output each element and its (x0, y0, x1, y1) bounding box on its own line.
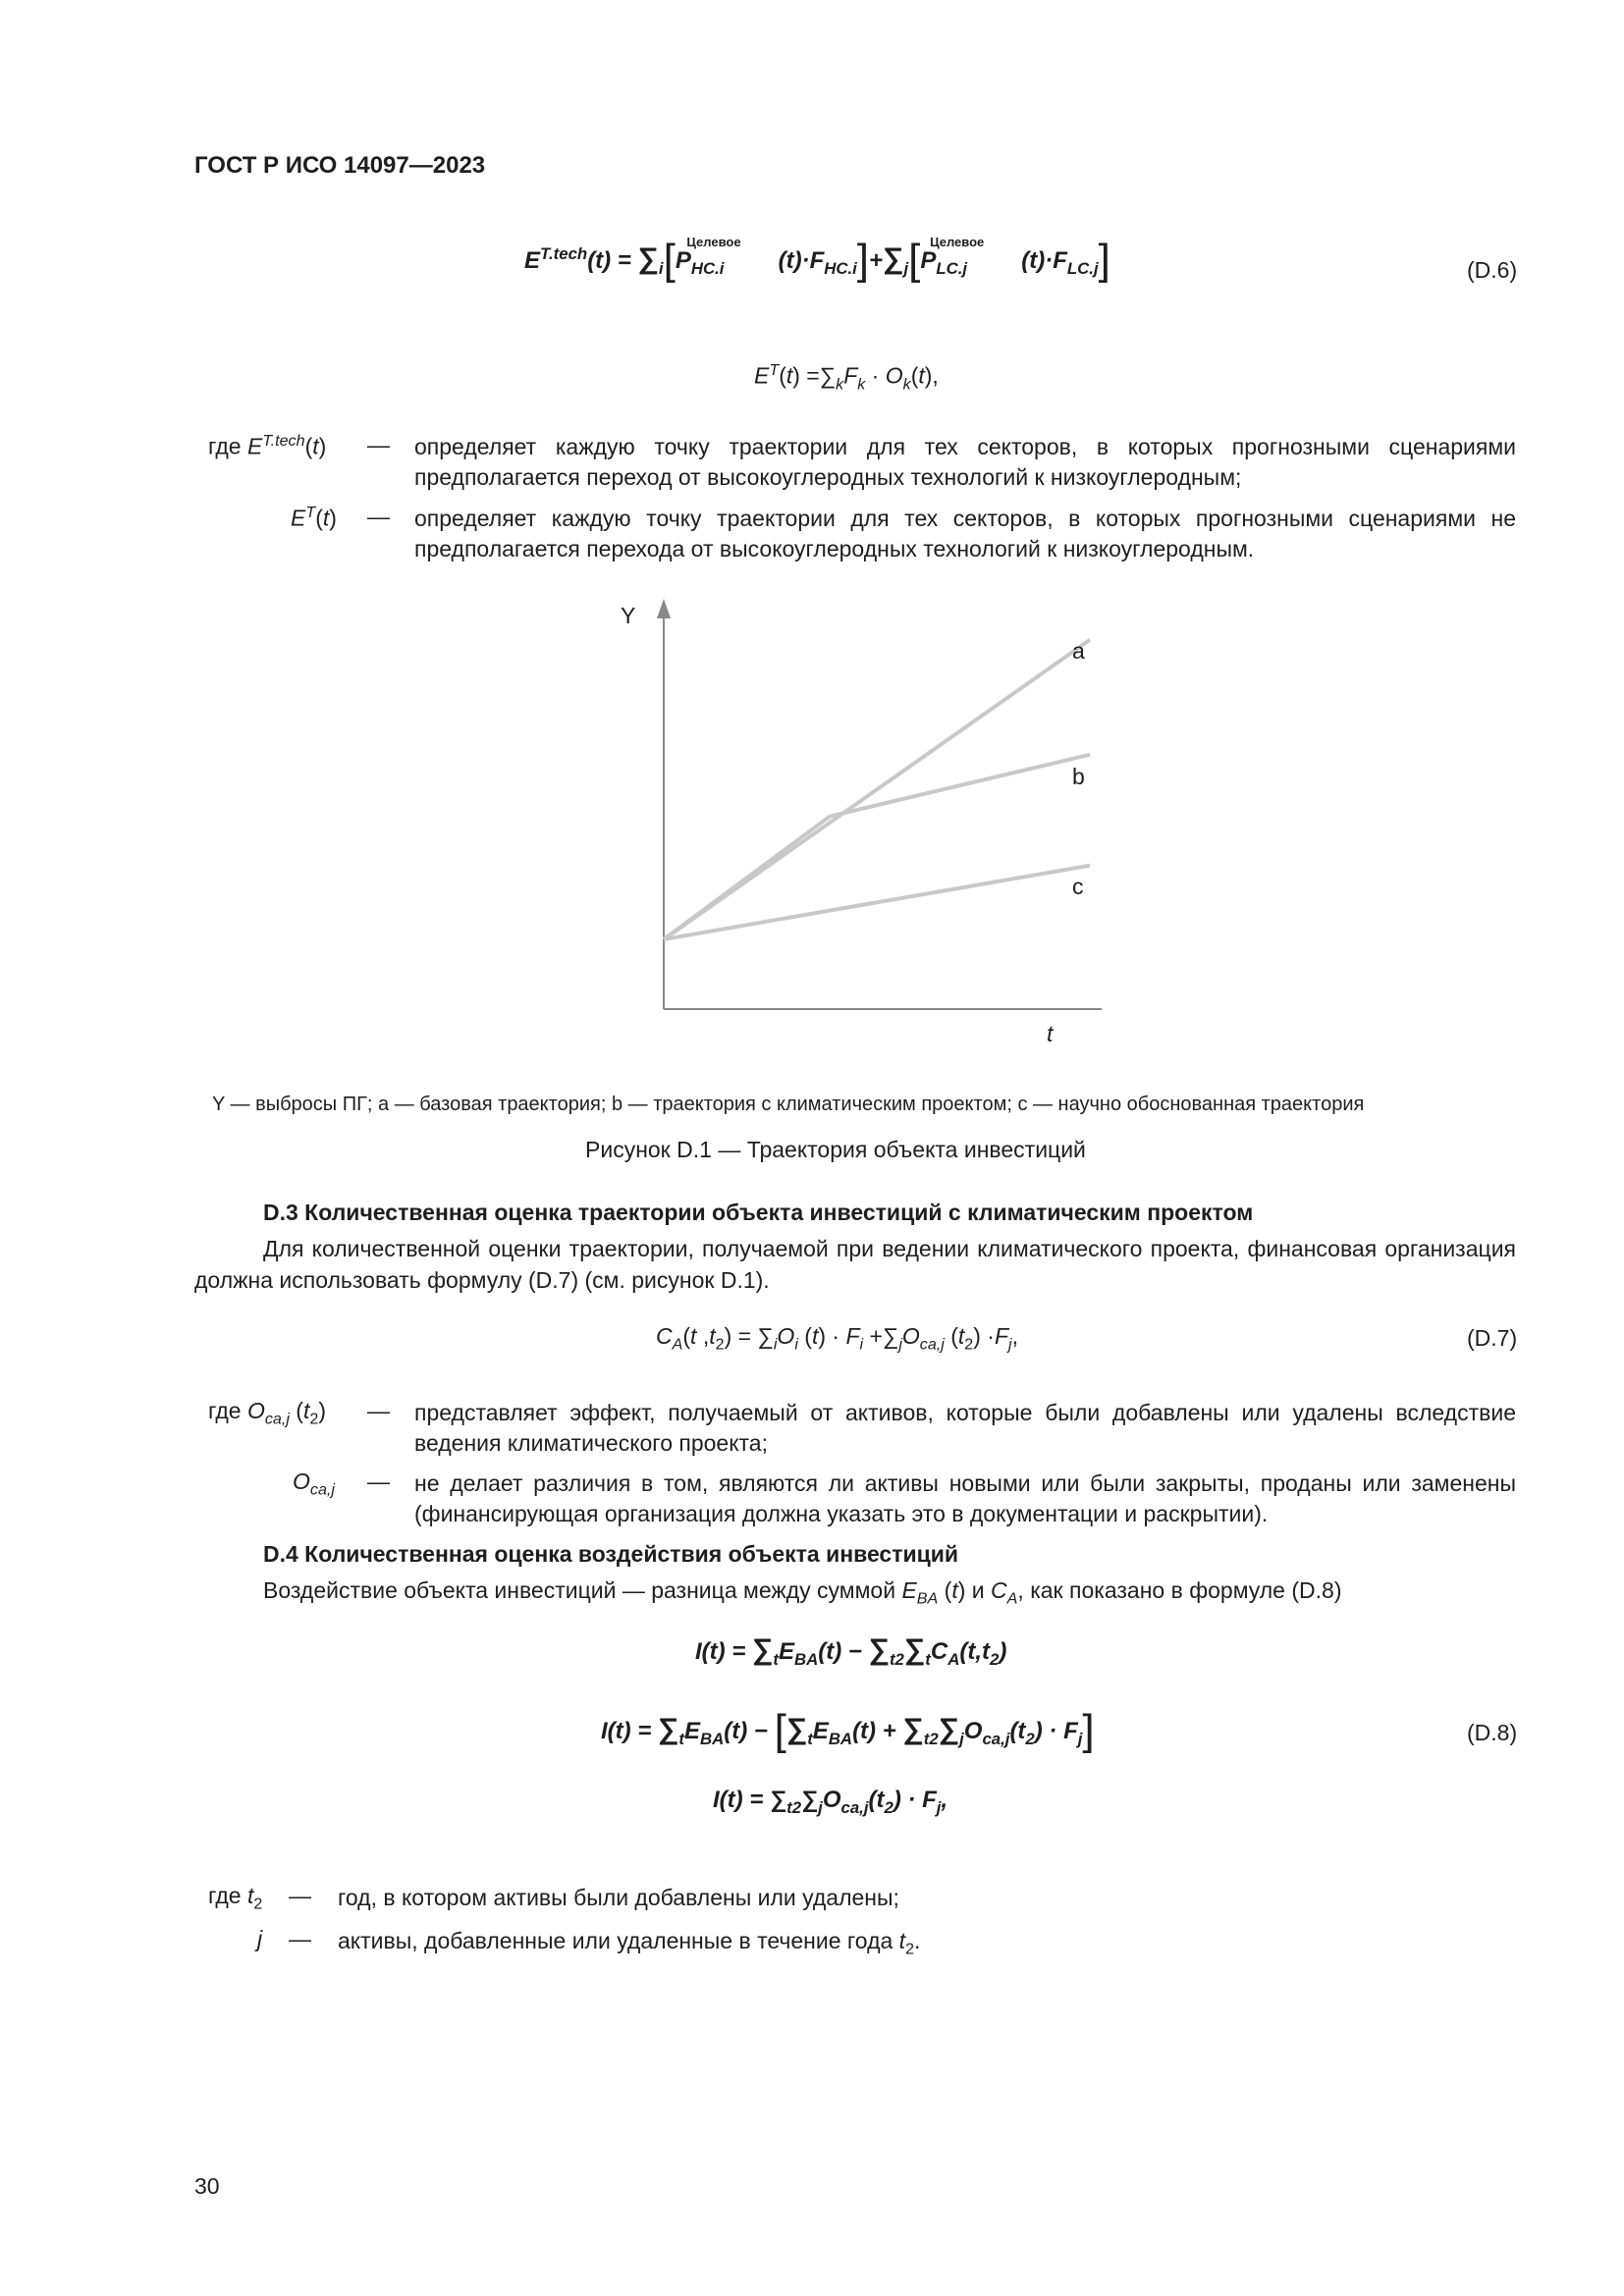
equation-d8-number: (D.8) (1467, 1720, 1518, 1745)
def1-text: определяет каждую точку траектории для тех секторов, в которых прогнозными сценариями предполагается переход от высокоуглеродных технологий к низкоуглеродным; (414, 434, 1516, 490)
equation-et: $E^T(t) =\sum_kF_k \cdot O_k(t)$, (754, 361, 939, 394)
def4-text: не делает различия в том, являются ли активы новыми или были закрыты, проданы или заменены (финансирующая организация должна указать это в документации и раскрытии). (414, 1470, 1516, 1526)
page-number: 30 (194, 2173, 220, 2199)
equation-d6: $E^{T.tech}(t) = \sum_i[P_{HC.i}^{Целевое}(t)\cdot F_{HC.i}]+\sum_j[P_{LC.j}^{Целевое}(t)\cdot F_{LC.j}]$ (524, 235, 1110, 284)
def6-term: j (257, 1926, 263, 1951)
def2-term: $E^T(t)$ (291, 504, 337, 531)
figure-caption: Y — выбросы ПГ; a — базовая траектория; b — траектория с климатическим проектом; c — научно обоснованная траектория (212, 1094, 1365, 1115)
def2-text: определяет каждую точку траектории для тех секторов, в которых прогнозными сценариями не предполагается перехода от высокоуглеродных технологий к низкоуглеродным. (414, 506, 1516, 561)
def1-dash: — (367, 432, 390, 457)
def3-text: представляет эффект, получаемый от активов, которые были добавлены или удалены вследствие ведения климатического проекта; (414, 1400, 1516, 1456)
def5-text: год, в котором активы были добавлены или удалены; (338, 1885, 899, 1910)
equation-d8-line1: $I(t) = \sum_tE_{BA}(t) - \sum_{t2}\sum_tC_A(t,t_2)$ (695, 1633, 1007, 1669)
section-d4-paragraph: Воздействие объекта инвестиций — разница между суммой $E_{BA}$ (t) и $C_A$, как показано в формуле (D.8) (263, 1577, 1342, 1608)
trajectory-chart (589, 589, 1139, 1060)
def6-dash: — (289, 1926, 311, 1951)
y-axis-arrow (657, 599, 671, 618)
line-label-c: c (1072, 874, 1084, 899)
equation-d7: $C_A(t$ $,t_2) = \sum_iO_i$ $(t) \cdot F_i +\sum_jO_{ca,j}$ $(t_2) \cdot F_j$, (656, 1323, 1018, 1354)
def1-term: где $E^{T.tech}(t)$ (208, 432, 327, 459)
equation-d8-line2: $I(t) = \sum_tE_{BA}(t) - [\sum_tE_{BA}(t) + \sum_{t2}\sum_jO_{ca,j}(t_2) \cdot F_j]$ (601, 1706, 1095, 1754)
y-axis-label: Y (621, 603, 636, 628)
section-d4-heading: D.4 Количественная оценка воздействия объекта инвестиций (263, 1541, 959, 1567)
def3-term: где $O_{ca,j}$ $(t_2)$ (208, 1398, 326, 1428)
line-label-b: b (1072, 764, 1085, 789)
def3-dash: — (367, 1398, 390, 1423)
section-d3-paragraph: Для количественной оценки траектории, получаемой при ведении климатического проекта, финансовая организация должна использовать формулу (D.7) (см. рисунок D.1). (194, 1236, 1516, 1293)
def4-term: $O_{ca,j}$ (293, 1468, 335, 1499)
document-header: ГОСТ Р ИСО 14097—2023 (194, 152, 486, 179)
def5-term: где $t_2$ (208, 1883, 263, 1913)
equation-d7-number: (D.7) (1467, 1325, 1518, 1351)
series-line-b (664, 755, 1090, 939)
def4-dash: — (367, 1468, 390, 1494)
equation-d8-line3: $I(t) = \sum_{t2}\sum_jO_{ca,j}(t_2) \cdot F_j$, (713, 1787, 948, 1817)
x-axis-label: t (1047, 1021, 1054, 1046)
figure-title: Рисунок D.1 — Траектория объекта инвестиций (585, 1137, 1086, 1162)
line-label-a: a (1072, 638, 1085, 664)
def5-dash: — (289, 1883, 311, 1908)
series-line-c (664, 866, 1090, 939)
def6-text: активы, добавленные или удаленные в течение года $t_2$. (338, 1928, 921, 1958)
section-d3-heading: D.3 Количественная оценка траектории объекта инвестиций с климатическим проектом (263, 1200, 1254, 1225)
def2-dash: — (367, 504, 390, 529)
equation-d6-number: (D.6) (1467, 257, 1518, 283)
